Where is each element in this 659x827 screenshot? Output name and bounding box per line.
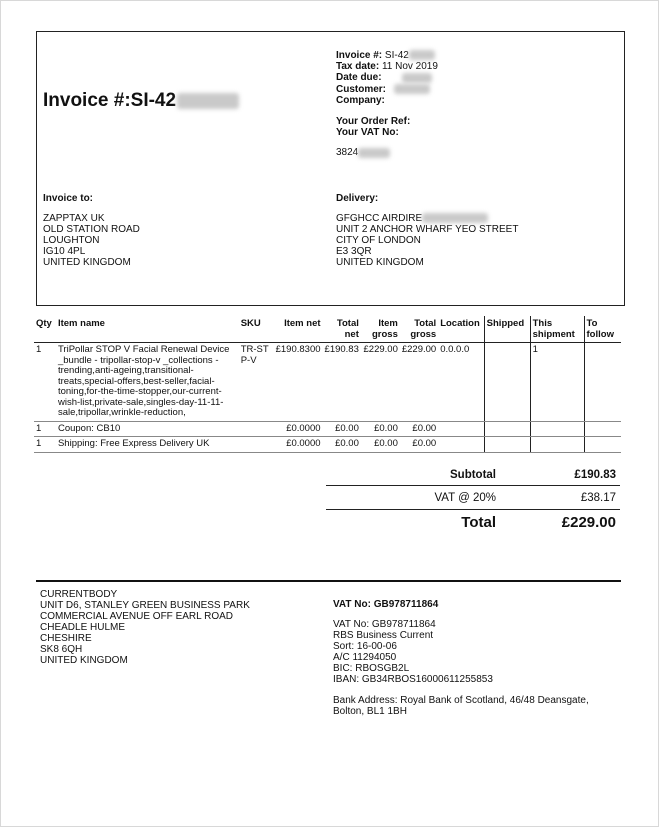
header-location: Location: [438, 316, 484, 343]
total-value: £229.00: [561, 514, 616, 531]
invoice-to: [43, 193, 140, 268]
cell-to-follow: [584, 421, 621, 437]
cell-item-net: £0.0000: [272, 437, 323, 453]
cell-item-net: £190.8300: [272, 343, 323, 422]
redacted-invoice-number: [177, 93, 239, 109]
subtotal-divider: [326, 485, 620, 486]
cell-total-gross: £229.00: [400, 343, 438, 422]
table-row: [34, 343, 621, 422]
cell-total-net: £190.83: [323, 343, 361, 422]
vat-label: VAT @ 20%: [434, 492, 496, 504]
footer-bank-details: VAT No: GB978711864 VAT No: GB978711864 RBS Business Current Sort: 16-00-06 A/C 11294050 BIC: RBOSGB2L IBAN: GB34RBOS16000611255853 Bank Address: Royal Bank of Scotland, 46/48 Deansgate, Bolton, BL1 1BH: [333, 599, 589, 717]
header-this-shipment: This shipment: [530, 316, 584, 343]
total-label: Total: [461, 514, 496, 531]
header-total-net: Total net: [323, 316, 361, 343]
cell-sku: [239, 421, 272, 437]
invoice-header-box: [36, 31, 625, 306]
redacted-delivery-name: [422, 213, 488, 223]
header-item-name: Item name: [56, 316, 239, 343]
header-qty: Qty: [34, 316, 56, 343]
cell-total-net: £0.00: [323, 421, 361, 437]
delivery: [336, 193, 518, 268]
cell-qty: 1: [34, 421, 56, 437]
invoice-to-heading: Invoice to:: [43, 193, 94, 204]
cell-item-gross: £0.00: [361, 421, 400, 437]
meta-date-due: Date due:: [336, 72, 438, 83]
cell-total-gross: £0.00: [400, 421, 438, 437]
line-items-table: [34, 316, 621, 453]
cell-total-net: £0.00: [323, 437, 361, 453]
cell-shipped: [484, 437, 530, 453]
vat-divider: [326, 509, 620, 510]
cell-item-net: £0.0000: [272, 421, 323, 437]
cell-location: [438, 421, 484, 437]
total-row: [326, 514, 620, 534]
cell-sku: [239, 437, 272, 453]
redacted-date-due: [402, 73, 432, 83]
table-row: [34, 421, 621, 437]
vat-value: £38.17: [580, 492, 616, 504]
cell-item-gross: £229.00: [361, 343, 400, 422]
cell-this-shipment: [530, 437, 584, 453]
invoice-title: [43, 90, 239, 112]
subtotal-value: £190.83: [574, 469, 616, 481]
meta-order-ref: Your Order Ref:: [336, 116, 411, 128]
table-row: [34, 437, 621, 453]
redacted-customer: [394, 84, 430, 94]
cell-shipped: [484, 343, 530, 422]
redacted-order-number: [358, 148, 390, 158]
cell-total-gross: £0.00: [400, 437, 438, 453]
cell-location: [438, 437, 484, 453]
header-sku: SKU: [239, 316, 272, 343]
meta-tax-date: Tax date: 11 Nov 2019: [336, 61, 438, 73]
cell-qty: 1: [34, 343, 56, 422]
header-total-gross: Total gross: [400, 316, 438, 343]
meta-company: Company:: [336, 94, 385, 106]
invoice-meta: [336, 50, 438, 159]
header-to-follow: To follow: [584, 316, 621, 343]
invoice-title-text: Invoice #:SI-42: [43, 90, 177, 111]
delivery-heading: Delivery:: [336, 193, 379, 204]
meta-invoice-no: Invoice #: SI-42: [336, 50, 438, 61]
cell-item-name: TriPollar STOP V Facial Renewal Device _bundle - tripollar-stop-v _collections - trending,anti-ageing,transitional-treats,special-offers,best-seller,facial-toning,for-the-time-stopper,our-current-wish-list,private-sale,singles-day-11-11-sale,tripollar,wrinkle-reduction,: [56, 343, 239, 422]
redacted-meta-invoice: [409, 50, 435, 60]
cell-this-shipment: [530, 421, 584, 437]
meta-order-number: 3824: [336, 147, 438, 158]
cell-item-name: Coupon: CB10: [56, 421, 239, 437]
meta-vat-no: Your VAT No:: [336, 127, 399, 139]
cell-to-follow: [584, 437, 621, 453]
delivery-address: GFGHCC AIRDIRE UNIT 2 ANCHOR WHARF YEO STREET CITY OF LONDON E3 3QR UNITED KINGDOM: [336, 213, 519, 268]
cell-item-name: Shipping: Free Express Delivery UK: [56, 437, 239, 453]
cell-qty: 1: [34, 437, 56, 453]
subtotal-row: [326, 469, 620, 489]
cell-sku: TR-STP-V: [239, 343, 272, 422]
header-shipped: Shipped: [484, 316, 530, 343]
invoice-to-address: ZAPPTAX UK OLD STATION ROAD LOUGHTON IG10 4PL UNITED KINGDOM: [43, 213, 140, 268]
cell-this-shipment: 1: [530, 343, 584, 422]
cell-location: 0.0.0.0: [438, 343, 484, 422]
footer-company-address: CURRENTBODY UNIT D6, STANLEY GREEN BUSINESS PARK COMMERCIAL AVENUE OFF EARL ROAD CHEADLE HULME CHESHIRE SK8 6QH UNITED KINGDOM: [40, 589, 250, 666]
cell-to-follow: [584, 343, 621, 422]
footer-divider: [36, 580, 621, 582]
header-item-gross: Item gross: [361, 316, 400, 343]
footer-vat-heading: VAT No: GB978711864: [333, 599, 439, 610]
subtotal-label: Subtotal: [450, 469, 496, 481]
header-item-net: Item net: [272, 316, 323, 343]
table-header-row: [34, 316, 621, 343]
cell-shipped: [484, 421, 530, 437]
cell-item-gross: £0.00: [361, 437, 400, 453]
meta-customer: Customer:: [336, 84, 438, 95]
